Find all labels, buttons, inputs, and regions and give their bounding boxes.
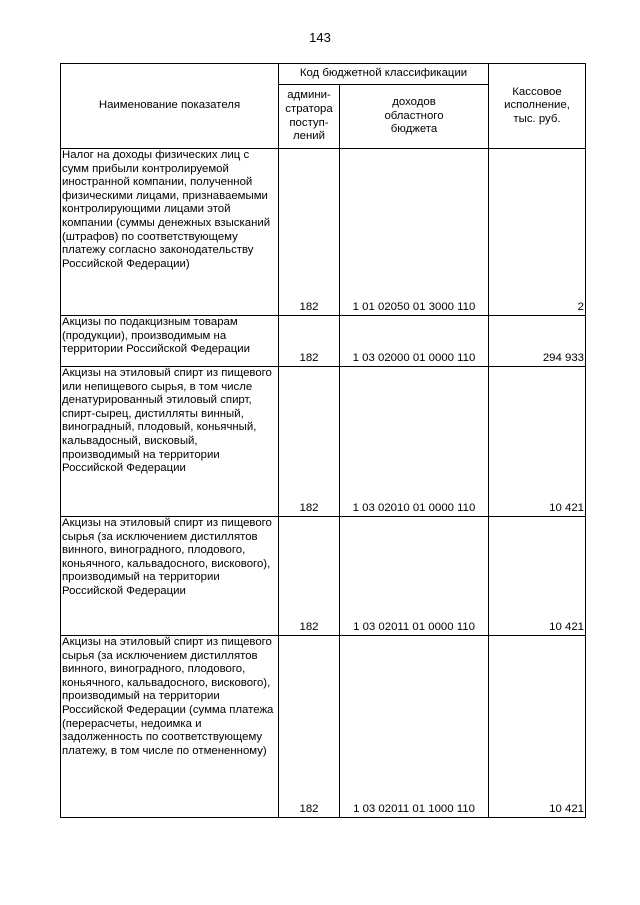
row-amount: 10 421 — [489, 636, 586, 818]
row-admin: 182 — [279, 367, 340, 517]
table-row — [61, 517, 586, 636]
row-code: 1 03 02011 01 0000 110 — [340, 517, 489, 636]
table-row — [61, 149, 586, 316]
row-amount: 294 933 — [489, 316, 586, 367]
table-row — [61, 636, 586, 818]
row-admin: 182 — [279, 316, 340, 367]
header-budget-code: Код бюджетной классификации — [279, 64, 489, 85]
row-admin: 182 — [279, 149, 340, 316]
row-name: Акцизы по подакцизным товарам (продукции), производимым на территории Российской Федерации — [61, 316, 279, 367]
page-number: 143 — [309, 30, 331, 45]
row-admin: 182 — [279, 636, 340, 818]
row-amount: 2 — [489, 149, 586, 316]
header-name: Наименование показателя — [61, 64, 279, 149]
row-amount: 10 421 — [489, 367, 586, 517]
row-code: 1 03 02010 01 0000 110 — [340, 367, 489, 517]
row-code: 1 01 02050 01 3000 110 — [340, 149, 489, 316]
header-income: доходов областного бюджета — [340, 85, 489, 149]
table-row — [61, 316, 586, 367]
header-amount: Кассовое исполнение, тыс. руб. — [489, 64, 586, 149]
table-row — [61, 367, 586, 517]
row-name: Акцизы на этиловый спирт из пищевого сырья (за исключением дистиллятов винного, виноградного, плодового, коньячного, кальвадосного, вискового), производимый на территории Российской Федерации (сумма платежа (перерасчеты, недоимка и задолженность по соответствующему платежу, в том числе по отмененному) — [61, 636, 279, 818]
row-name: Акцизы на этиловый спирт из пищевого или непищевого сырья, в том числе денатурированный этиловый спирт, спирт-сырец, дистилляты винный, виноградный, плодовый, коньячный, кальвадосный, висковый, производимый на территории Российской Федерации — [61, 367, 279, 517]
row-code: 1 03 02000 01 0000 110 — [340, 316, 489, 367]
header-admin: админи- стратора поступ- лений — [279, 85, 340, 149]
budget-table — [60, 63, 586, 818]
row-admin: 182 — [279, 517, 340, 636]
row-name: Налог на доходы физических лиц с сумм прибыли контролируемой иностранной компании, полученной физическими лицами, признаваемыми контролирующими лицами этой компании (суммы денежных взысканий (штрафов) по соответствующему платежу согласно законодательству Российской Федерации) — [61, 149, 279, 316]
row-code: 1 03 02011 01 1000 110 — [340, 636, 489, 818]
row-name: Акцизы на этиловый спирт из пищевого сырья (за исключением дистиллятов винного, виноградного, плодового, коньячного, кальвадосного, вискового), производимый на территории Российской Федерации — [61, 517, 279, 636]
row-amount: 10 421 — [489, 517, 586, 636]
